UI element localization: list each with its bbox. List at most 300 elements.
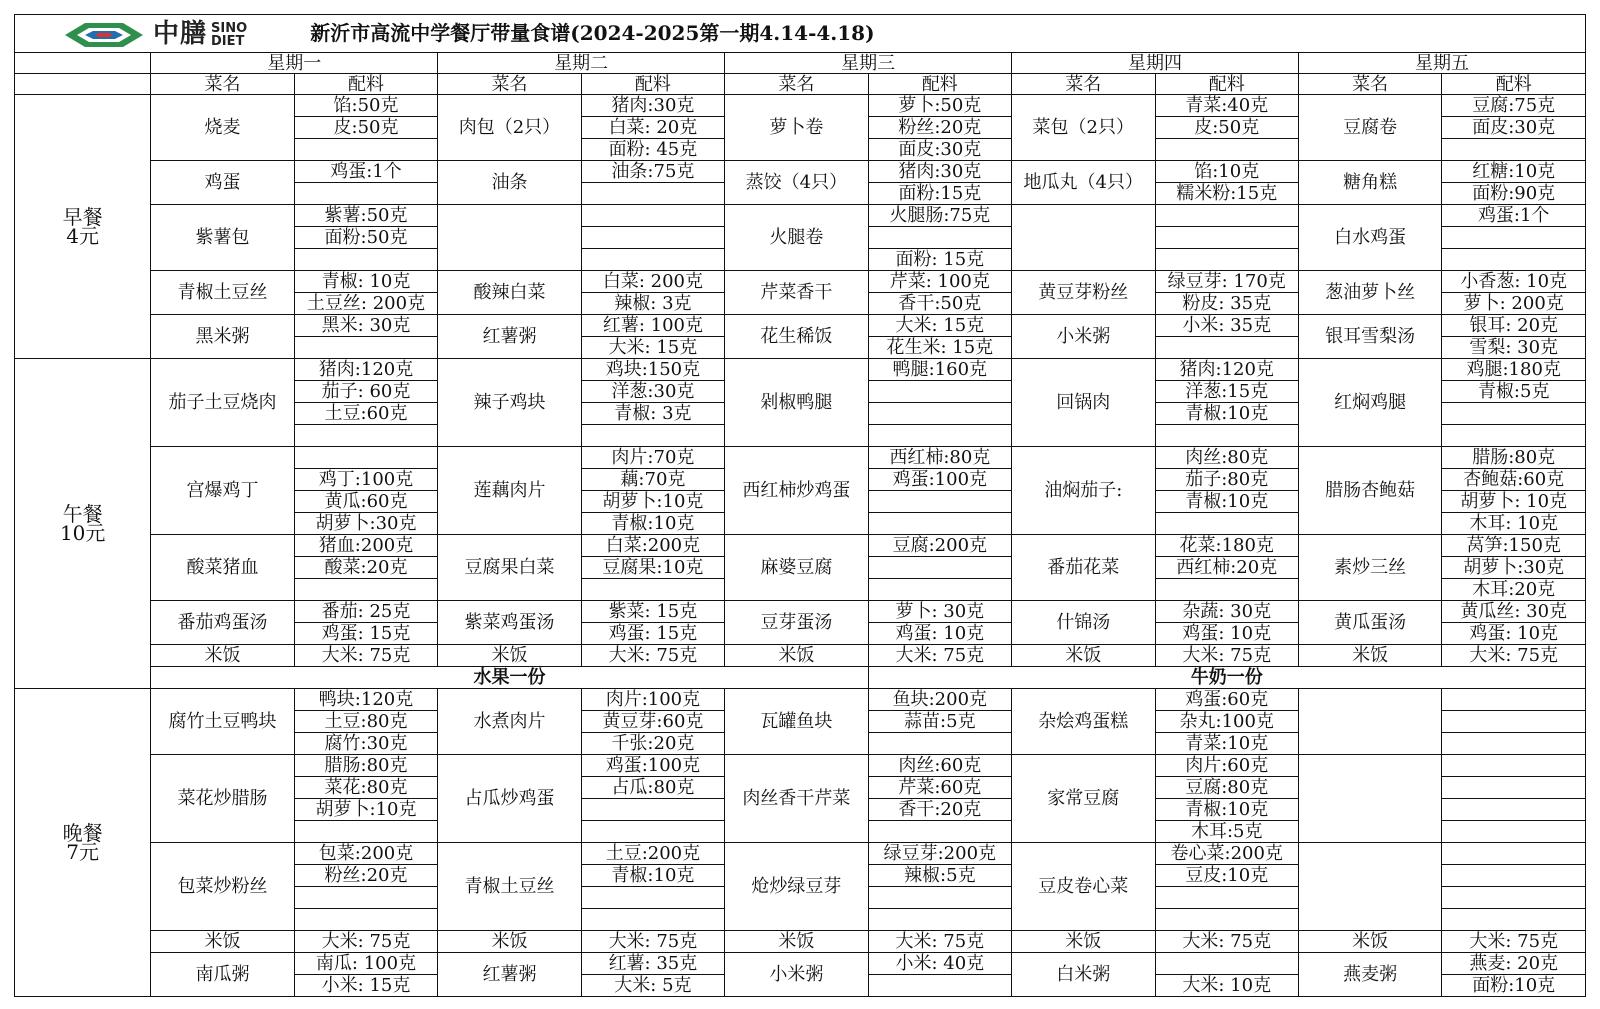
ingredient: 小米: 35克 <box>1155 315 1298 337</box>
logo-text-cn: 中膳 <box>153 19 208 49</box>
ingredient: 木耳:20克 <box>1442 579 1586 601</box>
ingredient <box>1442 843 1586 865</box>
dish-name: 黄瓜蛋汤 <box>1298 601 1441 645</box>
ingredient: 馅:50克 <box>294 95 437 117</box>
ingredient: 白菜:200克 <box>581 535 724 557</box>
dish-name <box>1298 755 1441 843</box>
ingredient: 面皮:30克 <box>868 139 1011 161</box>
ingredient <box>1155 909 1298 931</box>
ingredient <box>868 381 1011 403</box>
ingredient: 青椒:10克 <box>1155 491 1298 513</box>
dish-name <box>1298 689 1441 755</box>
ingredient: 豆皮:10克 <box>1155 865 1298 887</box>
ingredient: 面粉: 15克 <box>868 249 1011 271</box>
ingredient: 白菜: 20克 <box>581 117 724 139</box>
ingredient: 大米: 75克 <box>868 645 1011 667</box>
ingredient <box>868 821 1011 843</box>
ingredient <box>294 821 437 843</box>
ingredient: 辣椒:5克 <box>868 865 1011 887</box>
ingredient <box>1442 865 1586 887</box>
ingredient: 黄瓜丝: 30克 <box>1442 601 1586 623</box>
meal-label <box>15 359 151 689</box>
ingredient <box>1155 139 1298 161</box>
ingredient: 青椒:5克 <box>1442 381 1586 403</box>
ingredient: 黄豆芽:60克 <box>581 711 724 733</box>
ingredient <box>294 337 437 359</box>
ingredient <box>294 447 437 469</box>
dish-name: 番茄花菜 <box>1012 535 1155 601</box>
dish-name: 葱油萝卜丝 <box>1298 271 1441 315</box>
ingredient <box>1442 403 1586 425</box>
day-header: 星期五 <box>1298 53 1585 74</box>
dish-name: 糖角糕 <box>1298 161 1441 205</box>
ingredient <box>868 403 1011 425</box>
dish-name: 燕麦粥 <box>1298 953 1441 997</box>
dish-name: 豆腐卷 <box>1298 95 1441 161</box>
dish-name: 油焖茄子: <box>1012 447 1155 535</box>
ingredient <box>581 799 724 821</box>
meal-price: 10元 <box>59 520 106 545</box>
dish-name: 白米粥 <box>1012 953 1155 997</box>
ingredient: 面粉:50克 <box>294 227 437 249</box>
ingredient <box>1442 821 1586 843</box>
ingredient: 鸡蛋:1个 <box>1442 205 1586 227</box>
dish-name: 银耳雪梨汤 <box>1298 315 1441 359</box>
dish-name: 米饭 <box>1012 645 1155 667</box>
ingredient: 青菜:10克 <box>1155 733 1298 755</box>
dish-name: 红薯粥 <box>438 315 581 359</box>
dish-name: 酸辣白菜 <box>438 271 581 315</box>
meal-name: 早餐 <box>62 204 103 229</box>
ingredient: 青椒: 10克 <box>294 271 437 293</box>
dish-name: 小米粥 <box>1012 315 1155 359</box>
ingredient: 火腿肠:75克 <box>868 205 1011 227</box>
dish-name: 米饭 <box>1298 931 1441 953</box>
ingredient: 面粉:10克 <box>1442 975 1586 997</box>
ingredient: 肉片:70克 <box>581 447 724 469</box>
ingredient: 皮:50克 <box>1155 117 1298 139</box>
ingredient: 胡萝卜: 10克 <box>1442 491 1586 513</box>
dish-name: 油条 <box>438 161 581 205</box>
ingredient: 西红柿:80克 <box>868 447 1011 469</box>
ingredient: 皮:50克 <box>294 117 437 139</box>
ingredient: 鸡蛋: 10克 <box>1155 623 1298 645</box>
ingredient: 西红柿:20克 <box>1155 557 1298 579</box>
ingredient: 绿豆芽: 170克 <box>1155 271 1298 293</box>
meal-label <box>15 95 151 359</box>
ingredient: 面粉:15克 <box>868 183 1011 205</box>
ingredient: 杏鲍菇:60克 <box>1442 469 1586 491</box>
ingredient: 红薯: 100克 <box>581 315 724 337</box>
ingredient <box>581 909 724 931</box>
ingredient <box>1155 249 1298 271</box>
ingredient: 胡萝卜:30克 <box>294 513 437 535</box>
ingredient-column-header: 配料 <box>868 74 1011 95</box>
logo-text-en: SINO DIET <box>211 20 248 49</box>
ingredient: 杂丸:100克 <box>1155 711 1298 733</box>
ingredient: 大米: 75克 <box>1442 645 1586 667</box>
ingredient: 青菜:40克 <box>1155 95 1298 117</box>
ingredient <box>868 887 1011 909</box>
ingredient: 粉皮: 35克 <box>1155 293 1298 315</box>
dish-name: 黄豆芽粉丝 <box>1012 271 1155 315</box>
ingredient: 青椒:10克 <box>581 513 724 535</box>
dish-name: 南瓜粥 <box>151 953 294 997</box>
dish-name: 烧麦 <box>151 95 294 161</box>
ingredient: 肉片:60克 <box>1155 755 1298 777</box>
ingredient <box>868 513 1011 535</box>
sino-diet-logo <box>61 20 271 50</box>
ingredient: 豆腐:75克 <box>1442 95 1586 117</box>
dish-name: 萝卜卷 <box>725 95 868 161</box>
ingredient: 黄瓜:60克 <box>294 491 437 513</box>
dish-name: 腐竹土豆鸭块 <box>151 689 294 755</box>
ingredient: 大米: 75克 <box>581 645 724 667</box>
ingredient <box>868 733 1011 755</box>
ingredient-column-header: 配料 <box>294 74 437 95</box>
ingredient: 面粉:90克 <box>1442 183 1586 205</box>
ingredient: 胡萝卜:30克 <box>1442 557 1586 579</box>
ingredient: 藕:70克 <box>581 469 724 491</box>
ingredient-column-header: 配料 <box>1155 74 1298 95</box>
ingredient: 大米: 75克 <box>294 645 437 667</box>
ingredient <box>868 491 1011 513</box>
ingredient <box>581 183 724 205</box>
dish-name: 米饭 <box>725 931 868 953</box>
ingredient: 腊肠:80克 <box>294 755 437 777</box>
ingredient: 土豆:200克 <box>581 843 724 865</box>
dish-name: 肉丝香干芹菜 <box>725 755 868 843</box>
ingredient: 豆腐果:10克 <box>581 557 724 579</box>
ingredient: 猪肉:30克 <box>581 95 724 117</box>
ingredient: 萝卜: 200克 <box>1442 293 1586 315</box>
day-header: 星期一 <box>151 53 438 74</box>
ingredient: 雪梨: 30克 <box>1442 337 1586 359</box>
dish-name: 米饭 <box>151 645 294 667</box>
ingredient: 鸡蛋: 15克 <box>294 623 437 645</box>
ingredient: 芹菜:60克 <box>868 777 1011 799</box>
ingredient <box>1442 887 1586 909</box>
ingredient <box>1442 689 1586 711</box>
ingredient <box>868 425 1011 447</box>
dish-name: 回锅肉 <box>1012 359 1155 447</box>
dish-column-header: 菜名 <box>1012 74 1155 95</box>
ingredient: 腐竹:30克 <box>294 733 437 755</box>
ingredient: 大米: 15克 <box>581 337 724 359</box>
ingredient: 糯米粉:15克 <box>1155 183 1298 205</box>
ingredient: 粉丝:20克 <box>294 865 437 887</box>
ingredient <box>1155 425 1298 447</box>
ingredient <box>868 557 1011 579</box>
ingredient: 鸡蛋:60克 <box>1155 689 1298 711</box>
dish-name: 宫爆鸡丁 <box>151 447 294 535</box>
ingredient: 茄子: 60克 <box>294 381 437 403</box>
ingredient <box>294 909 437 931</box>
ingredient <box>581 887 724 909</box>
ingredient <box>581 821 724 843</box>
meal-price: 4元 <box>66 223 100 248</box>
dish-name: 酸菜猪血 <box>151 535 294 601</box>
dish-name: 菜包（2只） <box>1012 95 1155 161</box>
logo-emblem-icon <box>61 20 147 50</box>
ingredient: 土豆丝: 200克 <box>294 293 437 315</box>
ingredient <box>581 227 724 249</box>
ingredient-column-header: 配料 <box>581 74 724 95</box>
ingredient <box>1155 205 1298 227</box>
ingredient: 猪肉:120克 <box>294 359 437 381</box>
ingredient: 银耳: 20克 <box>1442 315 1586 337</box>
ingredient: 肉丝:80克 <box>1155 447 1298 469</box>
dish-name: 红焖鸡腿 <box>1298 359 1441 447</box>
dish-name: 豆芽蛋汤 <box>725 601 868 645</box>
fruit-note: 水果一份 <box>151 667 868 689</box>
ingredient <box>294 887 437 909</box>
dish-column-header: 菜名 <box>151 74 294 95</box>
ingredient: 燕麦: 20克 <box>1442 953 1586 975</box>
dish-name: 紫菜鸡蛋汤 <box>438 601 581 645</box>
dish-name: 家常豆腐 <box>1012 755 1155 843</box>
dish-name: 素炒三丝 <box>1298 535 1441 601</box>
dish-column-header: 菜名 <box>438 74 581 95</box>
ingredient: 粉丝:20克 <box>868 117 1011 139</box>
ingredient: 鸡蛋:100克 <box>868 469 1011 491</box>
ingredient: 鸡蛋: 10克 <box>868 623 1011 645</box>
ingredient: 蒜苗:5克 <box>868 711 1011 733</box>
ingredient: 豆腐:80克 <box>1155 777 1298 799</box>
ingredient: 杂蔬: 30克 <box>1155 601 1298 623</box>
dish-name: 白水鸡蛋 <box>1298 205 1441 271</box>
ingredient: 南瓜: 100克 <box>294 953 437 975</box>
dish-name: 紫薯包 <box>151 205 294 271</box>
dish-name: 青椒土豆丝 <box>151 271 294 315</box>
ingredient <box>1155 337 1298 359</box>
ingredient <box>1442 711 1586 733</box>
dish-name: 炝炒绿豆芽 <box>725 843 868 931</box>
dish-name <box>438 205 581 271</box>
ingredient: 紫薯:50克 <box>294 205 437 227</box>
ingredient <box>1442 227 1586 249</box>
dish-name: 剁椒鸭腿 <box>725 359 868 447</box>
dish-name: 米饭 <box>438 645 581 667</box>
meal-name: 午餐 <box>62 501 103 526</box>
ingredient: 黑米: 30克 <box>294 315 437 337</box>
ingredient: 鸡蛋: 10克 <box>1442 623 1586 645</box>
dish-name: 菜花炒腊肠 <box>151 755 294 843</box>
dish-name: 地瓜丸（4只） <box>1012 161 1155 205</box>
dish-column-header: 菜名 <box>725 74 868 95</box>
ingredient <box>1442 777 1586 799</box>
dish-column-header: 菜名 <box>1298 74 1441 95</box>
ingredient: 大米: 10克 <box>1155 975 1298 997</box>
dish-name: 火腿卷 <box>725 205 868 271</box>
ingredient: 萝卜: 30克 <box>868 601 1011 623</box>
ingredient <box>1442 799 1586 821</box>
dish-name: 麻婆豆腐 <box>725 535 868 601</box>
day-header: 星期二 <box>438 53 725 74</box>
ingredient <box>1155 513 1298 535</box>
meal-name: 晚餐 <box>62 820 103 845</box>
dish-name: 番茄鸡蛋汤 <box>151 601 294 645</box>
day-header: 星期三 <box>725 53 1012 74</box>
ingredient <box>1155 887 1298 909</box>
ingredient: 木耳: 10克 <box>1442 513 1586 535</box>
ingredient: 莴笋:150克 <box>1442 535 1586 557</box>
dish-name: 花生稀饭 <box>725 315 868 359</box>
ingredient: 包菜:200克 <box>294 843 437 865</box>
ingredient: 面粉: 45克 <box>581 139 724 161</box>
ingredient: 洋葱:15克 <box>1155 381 1298 403</box>
ingredient <box>1155 227 1298 249</box>
ingredient <box>1442 909 1586 931</box>
ingredient: 红薯: 35克 <box>581 953 724 975</box>
dish-name: 米饭 <box>1012 931 1155 953</box>
ingredient: 木耳:5克 <box>1155 821 1298 843</box>
ingredient: 紫菜: 15克 <box>581 601 724 623</box>
ingredient: 大米: 5克 <box>581 975 724 997</box>
ingredient <box>581 205 724 227</box>
ingredient <box>1442 249 1586 271</box>
dish-name: 腊肠杏鲍菇 <box>1298 447 1441 535</box>
ingredient <box>581 579 724 601</box>
ingredient: 猪肉:30克 <box>868 161 1011 183</box>
milk-note: 牛奶一份 <box>868 667 1585 689</box>
dish-name: 黑米粥 <box>151 315 294 359</box>
dish-name: 蒸饺（4只） <box>725 161 868 205</box>
ingredient: 鸭腿:160克 <box>868 359 1011 381</box>
ingredient <box>1442 755 1586 777</box>
ingredient: 大米: 75克 <box>294 931 437 953</box>
ingredient <box>294 249 437 271</box>
ingredient: 馅:10克 <box>1155 161 1298 183</box>
ingredient: 土豆:60克 <box>294 403 437 425</box>
ingredient <box>1442 733 1586 755</box>
ingredient: 香干:50克 <box>868 293 1011 315</box>
ingredient: 大米: 75克 <box>1155 645 1298 667</box>
logo-cell <box>15 15 295 53</box>
menu-table <box>14 14 1586 997</box>
ingredient <box>581 425 724 447</box>
ingredient: 青椒: 3克 <box>581 403 724 425</box>
dish-name: 鸡蛋 <box>151 161 294 205</box>
day-header: 星期四 <box>1012 53 1299 74</box>
ingredient: 面皮:30克 <box>1442 117 1586 139</box>
ingredient: 小米: 15克 <box>294 975 437 997</box>
ingredient: 辣椒: 3克 <box>581 293 724 315</box>
ingredient: 鱼块:200克 <box>868 689 1011 711</box>
ingredient: 大米: 15克 <box>868 315 1011 337</box>
dish-name: 包菜炒粉丝 <box>151 843 294 931</box>
ingredient: 白菜: 200克 <box>581 271 724 293</box>
ingredient: 胡萝卜:10克 <box>581 491 724 513</box>
ingredient: 芹菜: 100克 <box>868 271 1011 293</box>
dish-name: 莲藕肉片 <box>438 447 581 535</box>
ingredient: 鸡蛋:100克 <box>581 755 724 777</box>
ingredient: 大米: 75克 <box>868 931 1011 953</box>
meal-label <box>15 689 151 997</box>
ingredient <box>294 579 437 601</box>
ingredient <box>868 579 1011 601</box>
ingredient: 猪血:200克 <box>294 535 437 557</box>
ingredient <box>1155 953 1298 975</box>
dish-name: 米饭 <box>438 931 581 953</box>
ingredient <box>581 249 724 271</box>
dish-name: 青椒土豆丝 <box>438 843 581 931</box>
dish-name: 红薯粥 <box>438 953 581 997</box>
ingredient: 猪肉:120克 <box>1155 359 1298 381</box>
dish-name: 肉包（2只） <box>438 95 581 161</box>
ingredient <box>1442 425 1586 447</box>
ingredient: 酸菜:20克 <box>294 557 437 579</box>
ingredient: 番茄: 25克 <box>294 601 437 623</box>
ingredient: 萝卜:50克 <box>868 95 1011 117</box>
ingredient: 绿豆芽:200克 <box>868 843 1011 865</box>
ingredient <box>294 139 437 161</box>
ingredient: 鸡蛋: 15克 <box>581 623 724 645</box>
ingredient: 小香葱: 10克 <box>1442 271 1586 293</box>
ingredient <box>868 227 1011 249</box>
ingredient: 大米: 75克 <box>1442 931 1586 953</box>
dish-name: 米饭 <box>151 931 294 953</box>
ingredient: 鸡丁:100克 <box>294 469 437 491</box>
dish-name: 小米粥 <box>725 953 868 997</box>
dish-name: 占瓜炒鸡蛋 <box>438 755 581 843</box>
ingredient <box>1442 139 1586 161</box>
ingredient: 土豆:80克 <box>294 711 437 733</box>
ingredient: 油条:75克 <box>581 161 724 183</box>
ingredient: 花生米: 15克 <box>868 337 1011 359</box>
ingredient: 洋葱:30克 <box>581 381 724 403</box>
ingredient <box>1155 579 1298 601</box>
meal-price: 7元 <box>66 839 100 864</box>
corner-blank <box>15 53 151 74</box>
ingredient <box>294 183 437 205</box>
dish-name: 米饭 <box>1298 645 1441 667</box>
dish-name: 茄子土豆烧肉 <box>151 359 294 447</box>
ingredient <box>294 425 437 447</box>
ingredient: 腊肠:80克 <box>1442 447 1586 469</box>
ingredient: 鸡蛋:1个 <box>294 161 437 183</box>
ingredient: 占瓜:80克 <box>581 777 724 799</box>
ingredient: 茄子:80克 <box>1155 469 1298 491</box>
ingredient: 菜花:80克 <box>294 777 437 799</box>
dish-name: 米饭 <box>725 645 868 667</box>
ingredient: 大米: 75克 <box>1155 931 1298 953</box>
ingredient: 红糖:10克 <box>1442 161 1586 183</box>
dish-name: 豆皮卷心菜 <box>1012 843 1155 931</box>
ingredient: 青椒:10克 <box>581 865 724 887</box>
ingredient: 小米: 40克 <box>868 953 1011 975</box>
ingredient: 胡萝卜:10克 <box>294 799 437 821</box>
ingredient <box>868 909 1011 931</box>
ingredient: 豆腐:200克 <box>868 535 1011 557</box>
page-title: 新沂市高流中学餐厅带量食谱(2024-2025第一期4.14-4.18) <box>294 15 1585 53</box>
dish-name <box>1298 843 1441 931</box>
ingredient: 千张:20克 <box>581 733 724 755</box>
dish-name <box>1012 205 1155 271</box>
dish-name: 辣子鸡块 <box>438 359 581 447</box>
dish-name: 豆腐果白菜 <box>438 535 581 601</box>
ingredient: 肉片:100克 <box>581 689 724 711</box>
dish-name: 芹菜香干 <box>725 271 868 315</box>
ingredient: 青椒:10克 <box>1155 403 1298 425</box>
dish-name: 水煮肉片 <box>438 689 581 755</box>
dish-name: 西红柿炒鸡蛋 <box>725 447 868 535</box>
ingredient: 卷心菜:200克 <box>1155 843 1298 865</box>
dish-name: 什锦汤 <box>1012 601 1155 645</box>
ingredient: 鸡块:150克 <box>581 359 724 381</box>
ingredient: 鸡腿:180克 <box>1442 359 1586 381</box>
ingredient: 鸭块:120克 <box>294 689 437 711</box>
